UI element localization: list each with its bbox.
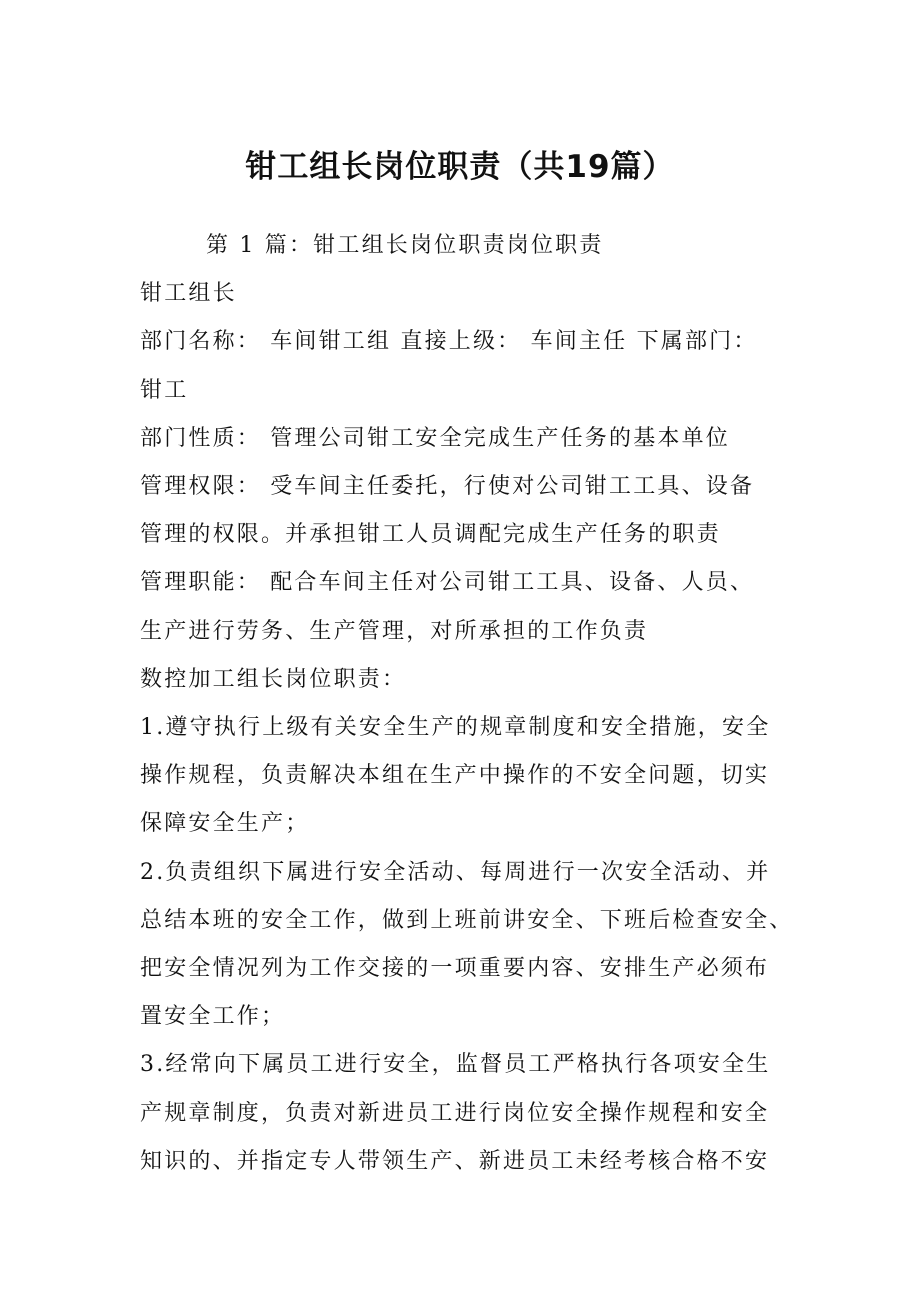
paragraph-line: 管理的权限。并承担钳工人员调配完成生产任务的职责	[140, 522, 721, 548]
list-item-line: 产规章制度，负责对新进员工进行岗位安全操作规程和安全	[140, 1100, 770, 1126]
paragraph-line: 管理权限： 受车间主任委托，行使对公司钳工工具、设备	[140, 474, 755, 500]
section-heading: 第 1 篇：钳工组长岗位职责岗位职责	[206, 233, 604, 258]
document-title: 钳工组长岗位职责（共19篇）	[245, 149, 675, 185]
list-item-line: 知识的、并指定专人带领生产、新进员工未经考核合格不安	[140, 1148, 770, 1174]
list-item-line: 1.遵守执行上级有关安全生产的规章制度和安全措施，安全	[140, 715, 771, 741]
paragraph-line: 生产进行劳务、生产管理，对所承担的工作负责	[140, 618, 649, 644]
paragraph-line: 管理职能： 配合车间主任对公司钳工工具、设备、人员、	[140, 570, 755, 596]
list-item-line: 3.经常向下属员工进行安全，监督员工严格执行各项安全生	[140, 1052, 771, 1078]
list-item-line: 总结本班的安全工作，做到上班前讲安全、下班后检查安全、	[140, 907, 794, 933]
document-body	[140, 222, 794, 1186]
list-item-line: 2.负责组织下属进行安全活动、每周进行一次安全活动、并	[140, 859, 771, 885]
paragraph-line: 部门性质： 管理公司钳工安全完成生产任务的基本单位	[140, 425, 730, 451]
list-item-line: 把安全情况列为工作交接的一项重要内容、安排生产必须布	[140, 956, 770, 982]
paragraph-line: 数控加工组长岗位职责：	[140, 666, 407, 692]
paragraph-line: 钳工	[140, 377, 189, 403]
paragraph-line: 钳工组长	[140, 281, 237, 307]
list-item-line: 保障安全生产；	[140, 811, 310, 837]
list-item-line: 操作规程，负责解决本组在生产中操作的不安全问题，切实	[140, 763, 770, 789]
paragraph-line: 部门名称： 车间钳工组 直接上级： 车间主任 下属部门：	[140, 329, 758, 355]
list-item-line: 置安全工作；	[140, 1004, 286, 1030]
